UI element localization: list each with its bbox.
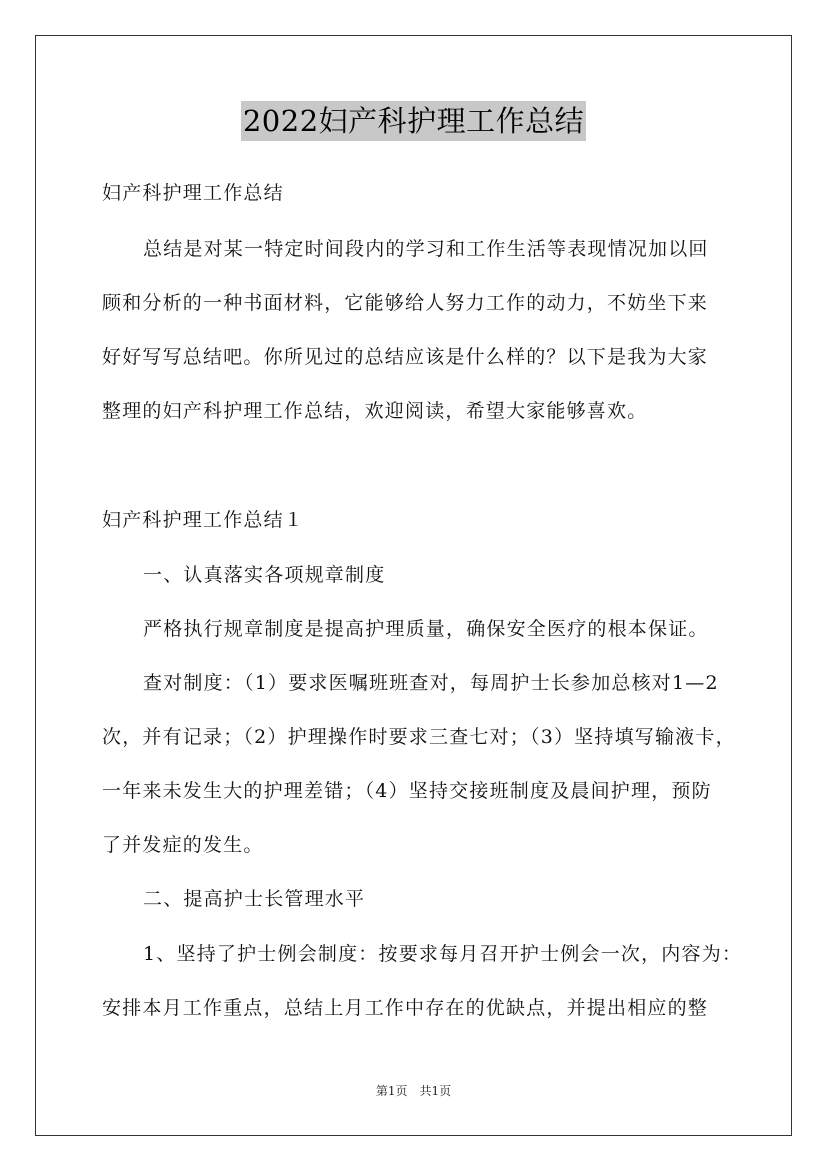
subsection-heading: 一、认真落实各项规章制度 (143, 564, 386, 586)
title-container (0, 101, 827, 141)
paragraph-line: 安排本月工作重点，总结上月工作中存在的优缺点，并提出相应的整 (102, 997, 709, 1019)
paragraph-line: 了并发症的发生。 (102, 834, 264, 856)
paragraph-line: 1、坚持了护士例会制度：按要求每月召开护士例会一次，内容为： (143, 943, 743, 965)
paragraph-line: 整理的妇产科护理工作总结，欢迎阅读，希望大家能够喜欢。 (102, 400, 648, 422)
paragraph-line: 一年来未发生大的护理差错；（4）坚持交接班制度及晨间护理，预防 (102, 780, 712, 802)
paragraph-line: 次，并有记录；（2）护理操作时要求三查七对；（3）坚持填写输液卡， (102, 726, 736, 748)
page-number-footer: 第1页 共1页 (375, 1084, 452, 1098)
paragraph-line: 好好写写总结吧。你所见过的总结应该是什么样的？以下是我为大家 (102, 346, 709, 368)
section-heading: 妇产科护理工作总结１ (102, 509, 305, 531)
paragraph-line: 总结是对某一特定时间段内的学习和工作生活等表现情况加以回 (143, 238, 709, 260)
subsection-heading: 二、提高护士长管理水平 (143, 888, 366, 910)
section-heading: 妇产科护理工作总结 (102, 182, 284, 204)
document-title: 2022妇产科护理工作总结 (241, 101, 586, 141)
paragraph-line: 顾和分析的一种书面材料，它能够给人努力工作的动力，不妨坐下来 (102, 292, 709, 314)
paragraph-line: 查对制度：（1）要求医嘱班班查对，每周护士长参加总核对1—2 (143, 672, 719, 694)
paragraph-line: 严格执行规章制度是提高护理质量，确保安全医疗的根本保证。 (143, 618, 709, 640)
